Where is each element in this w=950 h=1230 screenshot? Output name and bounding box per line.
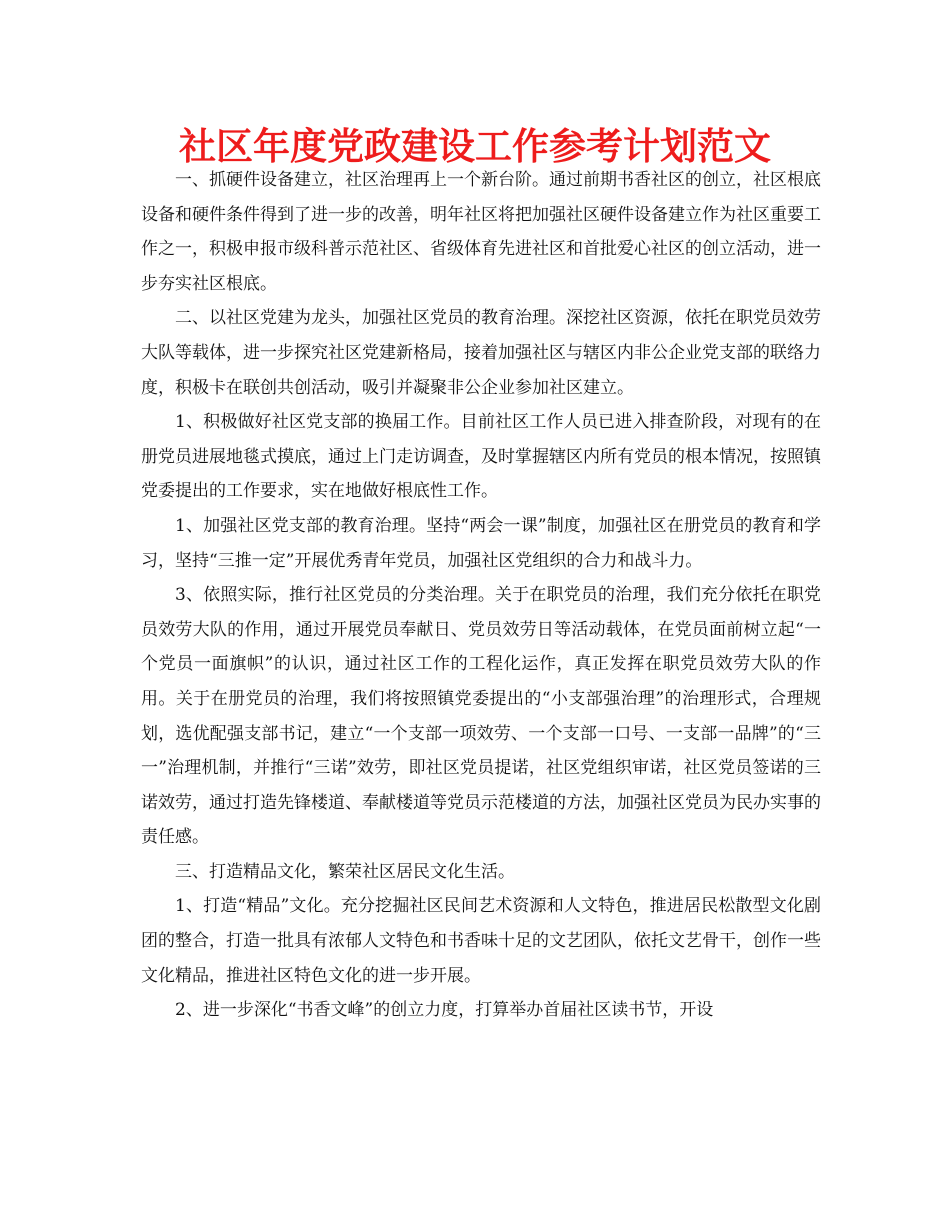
paragraph-item-election: 1、积极做好社区党支部的换届工作。目前社区工作人员已进入排查阶段，对现有的在册党员进展地毯式摸底，通过上门走访调查，及时掌握辖区内所有党员的根本情况，按照镇党委提出的工作要求，实在地做好根底性工作。 bbox=[141, 412, 821, 502]
paragraph-item-education: 1、加强社区党支部的教育治理。坚持“两会一课”制度，加强社区在册党员的教育和学习，坚持“三推一定”开展优秀青年党员，加强社区党组织的合力和战斗力。 bbox=[141, 515, 821, 571]
paragraph-item-culture: 1、打造“精品”文化。充分挖掘社区民间艺术资源和人文特色，推进居民松散型文化剧团的整合，打造一批具有浓郁人文特色和书香味十足的文艺团队，依托文艺骨干，创作一些文化精品，推进社区特色文化的进一步开展。 bbox=[141, 896, 821, 986]
paragraph-item-classification: 3、依照实际，推行社区党员的分类治理。关于在职党员的治理，我们充分依托在职党员效劳大队的作用，通过开展党员奉献日、党员效劳日等活动载体，在党员面前树立起“一个党员一面旗帜”的认识，通过社区工作的工程化运作，真正发挥在职党员效劳大队的作用。关于在册党员的治理，我们将按照镇党委提出的“小支部强治理”的治理形式，合理规划，选优配强支部书记，建立“一个支部一项效劳、一个支部一口号、一支部一品牌”的“三一”治理机制，并推行“三诺”效劳，即社区党员提诺，社区党组织审诺，社区党员签诺的三诺效劳，通过打造先锋楼道、奉献楼道等党员示范楼道的方法，加强社区党员为民办实事的责任感。 bbox=[141, 585, 821, 848]
paragraph-item-reading: 2、进一步深化“书香文峰”的创立力度，打算举办首届社区读书节，开设 bbox=[175, 1000, 714, 1021]
document-body bbox=[141, 163, 821, 1028]
paragraph-section-three: 三、打造精品文化，繁荣社区居民文化生活。 bbox=[175, 861, 515, 882]
document-title: 社区年度党政建设工作参考计划范文 bbox=[179, 124, 771, 168]
paragraph-section-two: 二、以社区党建为龙头，加强社区党员的教育治理。深挖社区资源，依托在职党员效劳大队等载体，进一步探究社区党建新格局，接着加强社区与辖区内非公企业党支部的联络力度，积极卡在联创共创活动，吸引并凝聚非公企业参加社区建立。 bbox=[141, 308, 821, 398]
paragraph-section-one: 一、抓硬件设备建立，社区治理再上一个新台阶。通过前期书香社区的创立，社区根底设备和硬件条件得到了进一步的改善，明年社区将把加强社区硬件设备建立作为社区重要工作之一，积极申报市级科普示范社区、省级体育先进社区和首批爱心社区的创立活动，进一步夯实社区根底。 bbox=[141, 170, 821, 294]
